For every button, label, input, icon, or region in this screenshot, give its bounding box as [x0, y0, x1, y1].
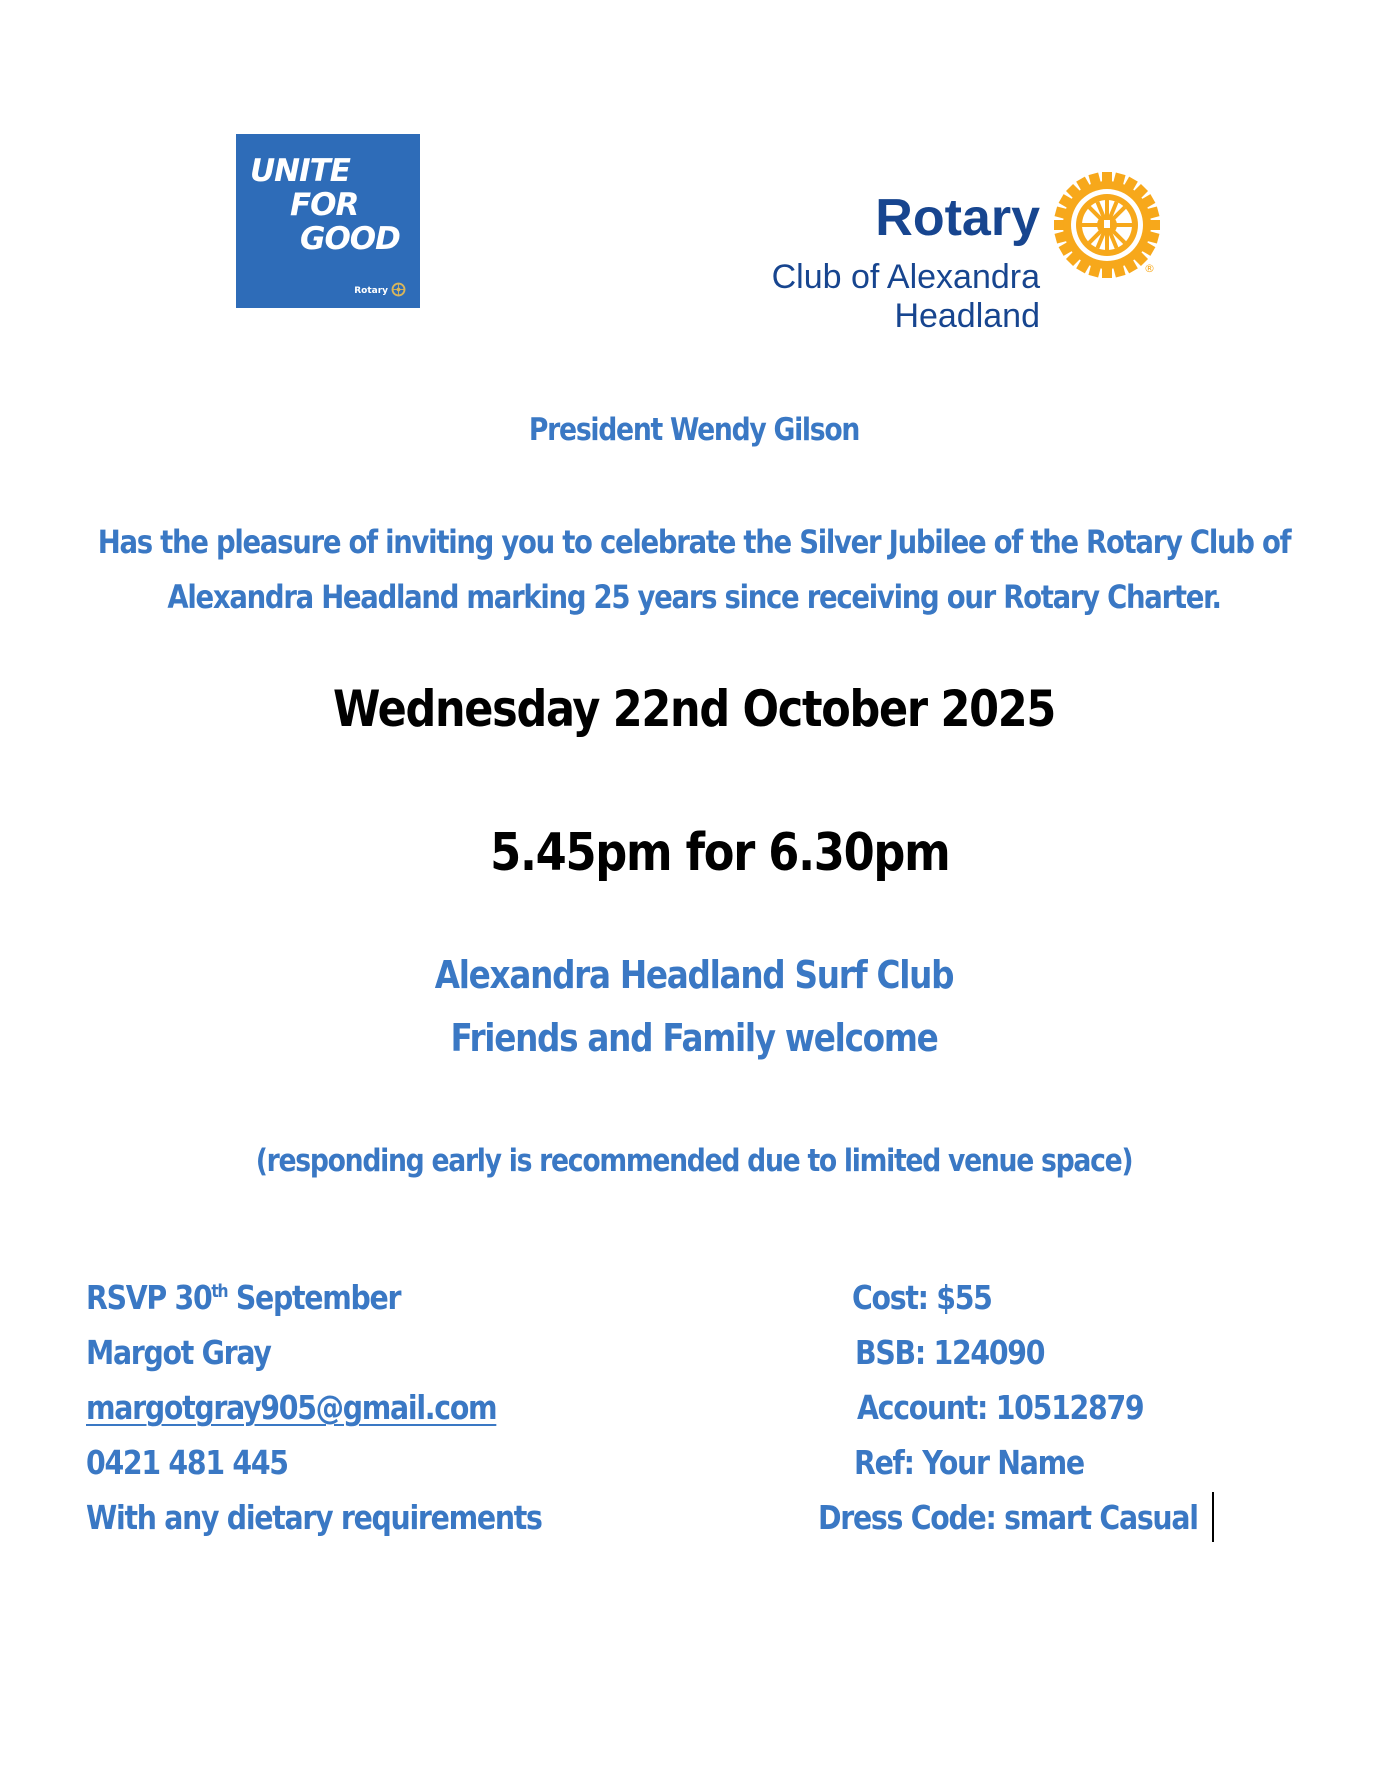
rsvp-date [86, 1278, 400, 1317]
account-line: Account: 10512879 [857, 1388, 1144, 1427]
for-text: FOR [290, 187, 359, 223]
cost-line: Cost: $55 [852, 1278, 992, 1317]
rsvp-email-link[interactable]: margotgray905@gmail.com [86, 1388, 497, 1427]
rsvp-phone: 0421 481 445 [86, 1443, 288, 1482]
text-cursor [1212, 1492, 1214, 1542]
rotary-wheel-small-icon [391, 282, 406, 297]
rsvp-month: September [227, 1278, 401, 1317]
invite-text-line1: Has the pleasure of inviting you to celebrate the Silver Jubilee of the Rotary Club of [97, 523, 1291, 561]
bsb-line: BSB: 124090 [855, 1333, 1045, 1372]
club-name-line2: Headland [894, 297, 1040, 335]
registered-mark-icon: ® [1144, 262, 1155, 275]
event-date: Wednesday 22nd October 2025 [333, 680, 1055, 738]
rsvp-contact-name: Margot Gray [86, 1333, 271, 1372]
unite-text: UNITE [250, 153, 350, 189]
good-text: GOOD [300, 221, 400, 257]
reference-line: Ref: Your Name [854, 1443, 1084, 1482]
welcome-note: Friends and Family welcome [450, 1016, 938, 1060]
rotary-club-logo [760, 170, 1160, 340]
dietary-note: With any dietary requirements [86, 1498, 542, 1537]
rsvp-label: RSVP 30 [86, 1278, 212, 1317]
rotary-small-text: Rotary [354, 286, 388, 296]
club-name-line1: Club of Alexandra [771, 258, 1040, 296]
unite-for-good-logo [236, 134, 420, 308]
rotary-wordmark: Rotary [875, 189, 1040, 247]
event-time: 5.45pm for 6.30pm [490, 823, 950, 883]
rsvp-ordinal-suffix: th [211, 1281, 228, 1302]
early-response-note: (responding early is recommended due to limited venue space) [255, 1143, 1133, 1179]
president-line: President Wendy Gilson [528, 412, 860, 448]
invite-text-line2: Alexandra Headland marking 25 years since receiving our Rotary Charter. [167, 578, 1221, 616]
dress-code-line: Dress Code: smart Casual [818, 1498, 1198, 1537]
event-venue: Alexandra Headland Surf Club [434, 953, 954, 997]
